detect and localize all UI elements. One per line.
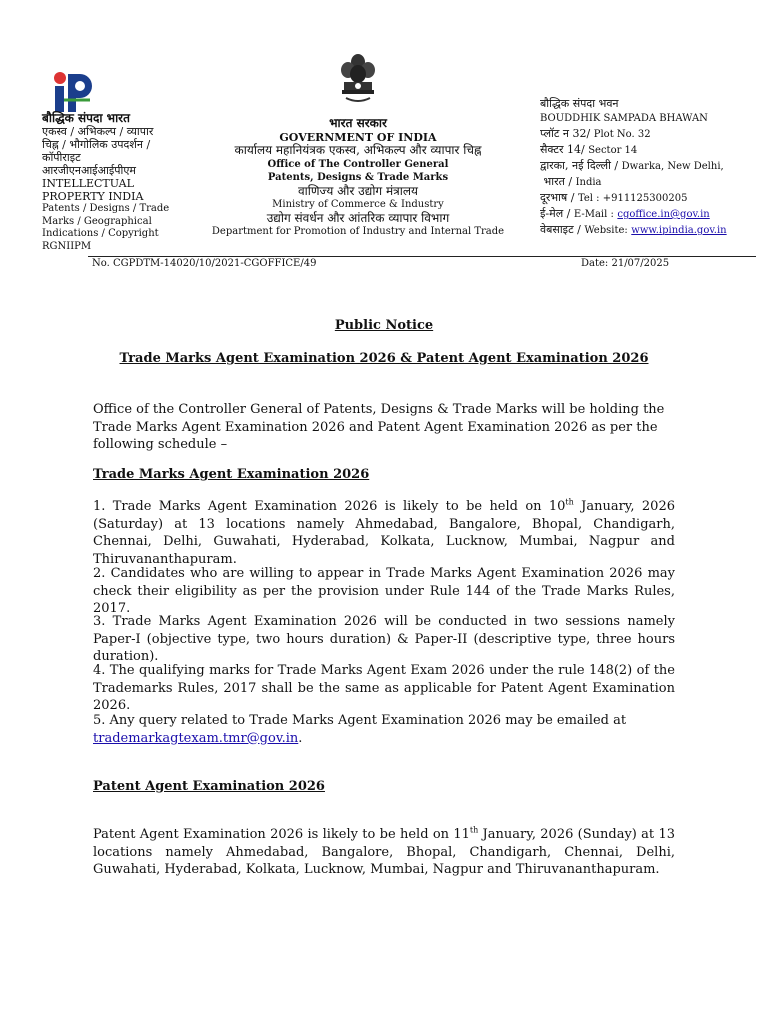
ordinal-suffix: th [565, 497, 574, 507]
org-line: Patents / Designs / Trade [42, 203, 170, 214]
city-hindi: द्वारका, नई दिल्ली / [540, 159, 619, 172]
email [540, 206, 740, 222]
department-hindi: उद्योग संवर्धन और आंतरिक व्यापार विभाग [266, 210, 450, 225]
ministry-english: Ministry of Commerce & Industry [272, 199, 444, 210]
tm-point-2: 2. Candidates who are willing to appear in Trade Marks Agent Examination 2026 may check their eligibility as per the provision under Rule 144 of the Trade Marks Rules, 2017. [93, 566, 675, 616]
department-english: Department for Promotion of Industry and Internal Trade [211, 226, 505, 237]
city-english: Dwarka, New Delhi, [621, 161, 724, 172]
reference-number: No. CGPDTM-14020/10/2021-CGOFFICE/49 [92, 258, 317, 269]
address-city [540, 158, 740, 174]
sector-hindi: सैक्टर 14/ [540, 143, 585, 156]
ministry-hindi: वाणिज्य और उद्योग मंत्रालय [297, 183, 419, 198]
org-line: Marks / Geographical [42, 215, 152, 227]
website-hindi: वेबसाइट / [540, 223, 581, 236]
org-line: PROPERTY INDIA [42, 190, 144, 203]
building-english: BOUDDHIK SAMPADA BHAWAN [540, 113, 708, 124]
tm-point-5-text: 5. Any query related to Trade Marks Agent Examination 2026 may be emailed at [93, 713, 627, 728]
tm-point-1 [93, 498, 675, 568]
notice-date: Date: 21/07/2025 [581, 258, 670, 269]
org-name-hindi: बौद्धिक संपदा भारत [42, 111, 130, 125]
website-label: Website: [584, 225, 628, 236]
pa-paragraph [93, 826, 675, 879]
national-emblem-icon [336, 52, 380, 106]
country-english: India [575, 177, 602, 188]
org-line: कॉपीराइट [42, 151, 81, 164]
header-left-organisation [42, 112, 172, 253]
plot-english: Plot No. 32 [593, 129, 651, 140]
org-line: एकस्व / अभिकल्प / व्यापार [42, 125, 154, 138]
tm-exam-email-link[interactable]: trademarkagtexam.tmr@gov.in [93, 730, 299, 746]
tm-point-1-text-a: 1. Trade Marks Agent Examination 2026 is likely to be held on 10 [93, 499, 566, 514]
pa-section-heading: Patent Agent Examination 2026 [93, 779, 325, 794]
header-divider [88, 256, 756, 257]
office-hindi: कार्यालय महानियंत्रक एकस्व, अभिकल्प और व्यापार चिह्न [234, 143, 482, 157]
tm-point-4: 4. The qualifying marks for Trade Marks Agent Exam 2026 under the rule 148(2) of the Trademarks Rules, 2017 shall be the same as applicable for Patent Agent Examination 2026. [93, 663, 675, 713]
building-hindi: बौद्धिक संपदा भवन [540, 97, 619, 110]
org-line: Indications / Copyright [42, 228, 159, 239]
plot-hindi: प्लॉट न 32/ [540, 127, 591, 140]
org-line: RGNIIPM [42, 240, 92, 252]
tel-number: Tel : +911125300205 [577, 193, 688, 204]
address-plot [540, 126, 740, 142]
ip-india-logo [50, 70, 96, 114]
tm-section-heading: Trade Marks Agent Examination 2026 [93, 467, 370, 482]
org-line: चिह्न / भौगोलिक उपदर्शन / [42, 138, 151, 151]
email-hindi: ई-मेल / [540, 207, 571, 220]
period: . [298, 730, 303, 746]
address-sector [540, 142, 740, 158]
intro-paragraph: Office of the Controller General of Patents, Designs & Trade Marks will be holding the Trade Marks Agent Examination 2026 and Patent Agent Examination 2026 as per the following schedule – [93, 402, 665, 452]
org-line: INTELLECTUAL [42, 177, 134, 190]
office-english-2: Patents, Designs & Trade Marks [267, 172, 449, 183]
pa-text-a: Patent Agent Examination 2026 is likely to be held on 11 [93, 827, 470, 842]
govt-hindi: भारत सरकार [329, 116, 387, 130]
org-line: आरजीएनआईआईपीएम [42, 164, 136, 177]
tel-hindi: दूरभाष / [540, 191, 575, 204]
pa-text-b: January, 2026 (Sunday) at 13 locations namely Ahmedabad, Bangalore, Bhopal, Chandigarh, Chennai, Delhi, Guwahati, Hyderabad, Kolkata, Lucknow, Mumbai, Nagpur and Thiruvananthapuram. [93, 827, 675, 877]
website [540, 222, 740, 238]
sector-english: Sector 14 [588, 145, 638, 156]
header-center-government [200, 117, 516, 239]
header-right-address [540, 96, 740, 238]
tm-point-5 [93, 712, 675, 747]
tm-point-3: 3. Trade Marks Agent Examination 2026 will be conducted in two sessions namely Paper-I (objective type, two hours duration) & Paper-II (descriptive type, three hours duration). [93, 614, 675, 664]
govt-english: GOVERNMENT OF INDIA [279, 130, 437, 144]
country-hindi: भारत / [543, 175, 573, 188]
office-english: Office of The Controller General [267, 158, 449, 170]
website-link[interactable]: www.ipindia.gov.in [631, 225, 727, 236]
address-country [540, 174, 740, 190]
notice-subtitle: Trade Marks Agent Examination 2026 & Patent Agent Examination 2026 [119, 351, 649, 366]
telephone [540, 190, 740, 206]
tm-point-1-text-b: January, 2026 (Saturday) at 13 locations namely Ahmedabad, Bangalore, Bhopal, Chandigarh, Chennai, Delhi, Guwahati, Hyderabad, Kolkata, Lucknow, Mumbai, Nagpur and Thiruvananthapuram. [93, 499, 675, 567]
email-label: E-Mail : [573, 209, 614, 220]
notice-title: Public Notice [334, 318, 434, 333]
email-link[interactable]: cgoffice.in@gov.in [617, 209, 710, 220]
ordinal-suffix: th [469, 825, 479, 835]
